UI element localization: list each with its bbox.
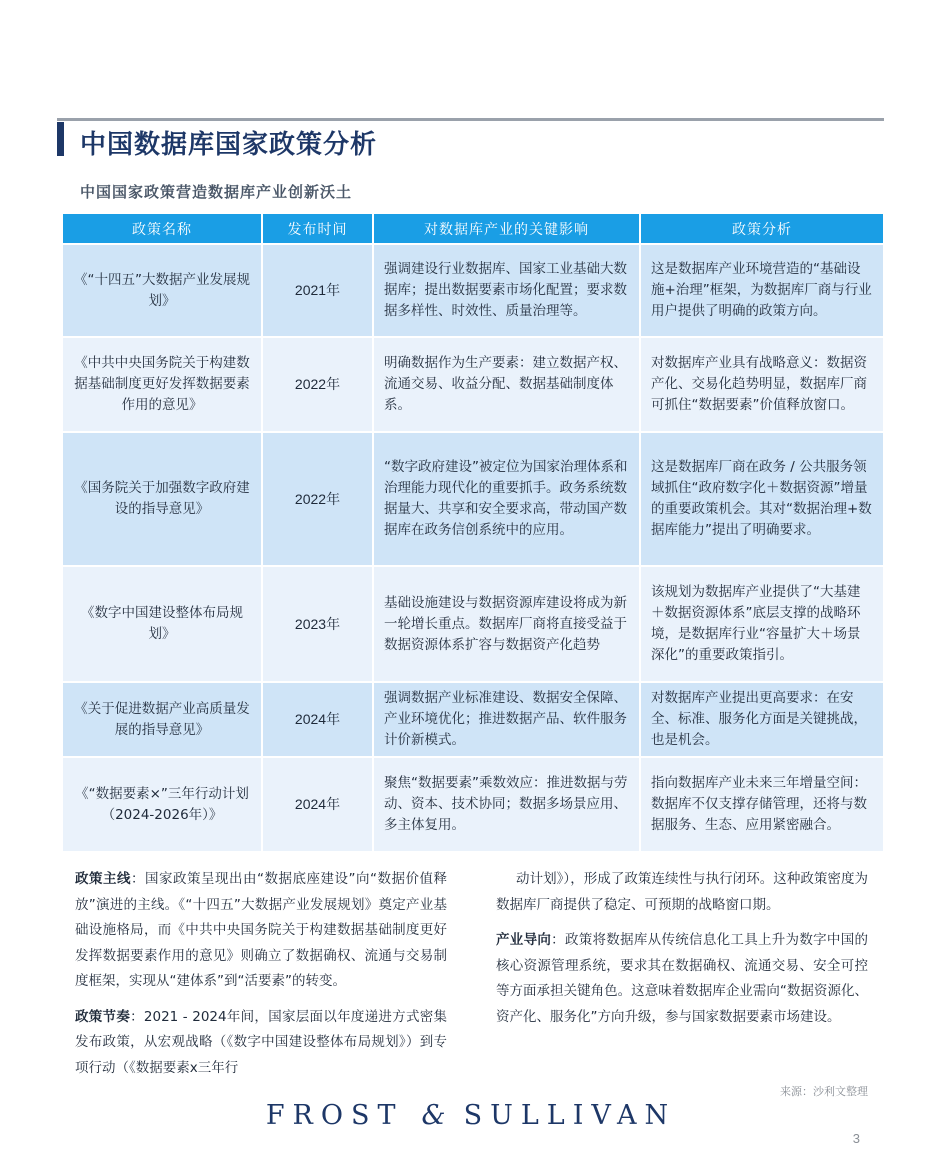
industry-orientation-label: 产业导向 xyxy=(496,932,552,948)
policy-rhythm-label: 政策节奏 xyxy=(75,1008,131,1025)
title-accent-bar xyxy=(57,122,64,156)
policy-impact: 强调建设行业数据库、国家工业基础大数据库；提出数据要素市场化配置；要求数据多样性、时效性、质量治理等。 xyxy=(374,245,639,336)
policy-analysis: 这是数据库厂商在政务 / 公共服务领域抓住“政府数字化＋数据资源”增量的重要政策机会。其对“数据治理+数据库能力”提出了明确要求。 xyxy=(641,433,883,565)
policy-impact: 基础设施建设与数据资源库建设将成为新一轮增长重点。数据库厂商将直接受益于数据资源体系扩容与数据资产化趋势 xyxy=(374,567,639,681)
table-header-row xyxy=(63,214,883,243)
policy-date: 2024年 xyxy=(263,758,372,851)
policy-date: 2024年 xyxy=(263,683,372,756)
policy-analysis: 该规划为数据库产业提供了“大基建＋数据资源体系”底层支撑的战略环境，是数据库行业“容量扩大＋场景深化”的重要政策指引。 xyxy=(641,567,883,681)
policy-analysis: 这是数据库产业环境营造的“基础设施+治理”框架，为数据库厂商与行业用户提供了明确的政策方向。 xyxy=(641,245,883,336)
policy-date: 2022年 xyxy=(263,433,372,565)
policy-table xyxy=(61,212,885,853)
brand-left-word: FROST xyxy=(265,1100,404,1131)
policy-impact: 强调数据产业标准建设、数据安全保障、产业环境优化；推进数据产品、软件服务计价新模式。 xyxy=(374,683,639,756)
industry-orientation-text: ：政策将数据库从传统信息化工具上升为数字中国的核心资源管理系统，要求其在数据确权、流通交易、安全可控等方面承担关键角色。这意味着数据库企业需向“数据资源化、资产化、服务化”方向升级，参与国家数据要素市场建设。 xyxy=(496,932,869,1025)
header-policy-analysis: 政策分析 xyxy=(641,214,883,243)
header-release-date: 发布时间 xyxy=(263,214,372,243)
policy-name: 《“十四五”大数据产业发展规划》 xyxy=(63,245,261,336)
policy-name: 《数字中国建设整体布局规划》 xyxy=(63,567,261,681)
left-text-column xyxy=(75,867,447,1091)
brand-right-word: SULLIVAN xyxy=(463,1100,677,1131)
policy-analysis: 指向数据库产业未来三年增量空间：数据库不仅支撑存储管理，还将与数据服务、生态、应用紧密融合。 xyxy=(641,758,883,851)
policy-rhythm-text-cont: 动计划》），形成了政策连续性与执行闭环。这种政策密度为数据库厂商提供了稳定、可预期的战略窗口期。 xyxy=(496,871,868,913)
table-row xyxy=(63,758,883,851)
policy-impact: 明确数据作为生产要素：建立数据产权、流通交易、收益分配、数据基础制度体系。 xyxy=(374,338,639,431)
header-policy-name: 政策名称 xyxy=(63,214,261,243)
table-row xyxy=(63,683,883,756)
policy-name: 《国务院关于加强数字政府建设的指导意见》 xyxy=(63,433,261,565)
policy-rhythm-text: ：2021 - 2024年间，国家层面以年度递进方式密集发布政策，从宏观战略（《数字中国建设整体布局规划》）到专项行动（《数据要素x三年行 xyxy=(75,1008,448,1076)
policy-name: 《关于促进数据产业高质量发展的指导意见》 xyxy=(63,683,261,756)
policy-rhythm-continuation xyxy=(496,867,868,918)
policy-rhythm-paragraph xyxy=(75,1005,447,1082)
table-row xyxy=(63,433,883,565)
policy-analysis: 对数据库产业具有战略意义：数据资产化、交易化趋势明显，数据库厂商可抓住“数据要素”价值释放窗口。 xyxy=(641,338,883,431)
table-row xyxy=(63,567,883,681)
policy-date: 2023年 xyxy=(263,567,372,681)
policy-name: 《“数据要素×”三年行动计划（2024-2026年）》 xyxy=(63,758,261,851)
page-subtitle: 中国国家政策营造数据库产业创新沃土 xyxy=(80,183,353,201)
source-note: 来源：沙利文整理 xyxy=(780,1085,868,1098)
policy-mainline-paragraph xyxy=(75,867,447,995)
industry-orientation-paragraph xyxy=(496,928,868,1030)
policy-analysis: 对数据库产业提出更高要求：在安全、标准、服务化方面是关键挑战，也是机会。 xyxy=(641,683,883,756)
title-rule xyxy=(57,118,884,121)
page-number: 3 xyxy=(852,1131,860,1146)
brand-logo xyxy=(0,1100,942,1131)
policy-name: 《中共中央国务院关于构建数据基础制度更好发挥数据要素作用的意见》 xyxy=(63,338,261,431)
policy-impact: “数字政府建设”被定位为国家治理体系和治理能力现代化的重要抓手。政务系统数据量大、共享和安全要求高，带动国产数据库在政务信创系统中的应用。 xyxy=(374,433,639,565)
policy-mainline-text: ：国家政策呈现出由“数据底座建设”向“数据价值释放”演进的主线。《“十四五”大数据产业发展规划》奠定产业基础设施格局，而《中共中央国务院关于构建数据基础制度更好发挥数据要素作用的意见》则确立了数据确权、流通与交易制度框架，实现从“建体系”到“活要素”的转变。 xyxy=(75,871,448,989)
brand-ampersand: & xyxy=(421,1100,446,1131)
right-text-column xyxy=(496,867,868,1040)
policy-date: 2021年 xyxy=(263,245,372,336)
policy-impact: 聚焦“数据要素”乘数效应：推进数据与劳动、资本、技术协同；数据多场景应用、多主体复用。 xyxy=(374,758,639,851)
header-key-impact: 对数据库产业的关键影响 xyxy=(374,214,639,243)
table-row xyxy=(63,245,883,336)
policy-mainline-label: 政策主线 xyxy=(75,871,132,887)
table-row xyxy=(63,338,883,431)
page-title: 中国数据库国家政策分析 xyxy=(80,130,378,160)
policy-date: 2022年 xyxy=(263,338,372,431)
